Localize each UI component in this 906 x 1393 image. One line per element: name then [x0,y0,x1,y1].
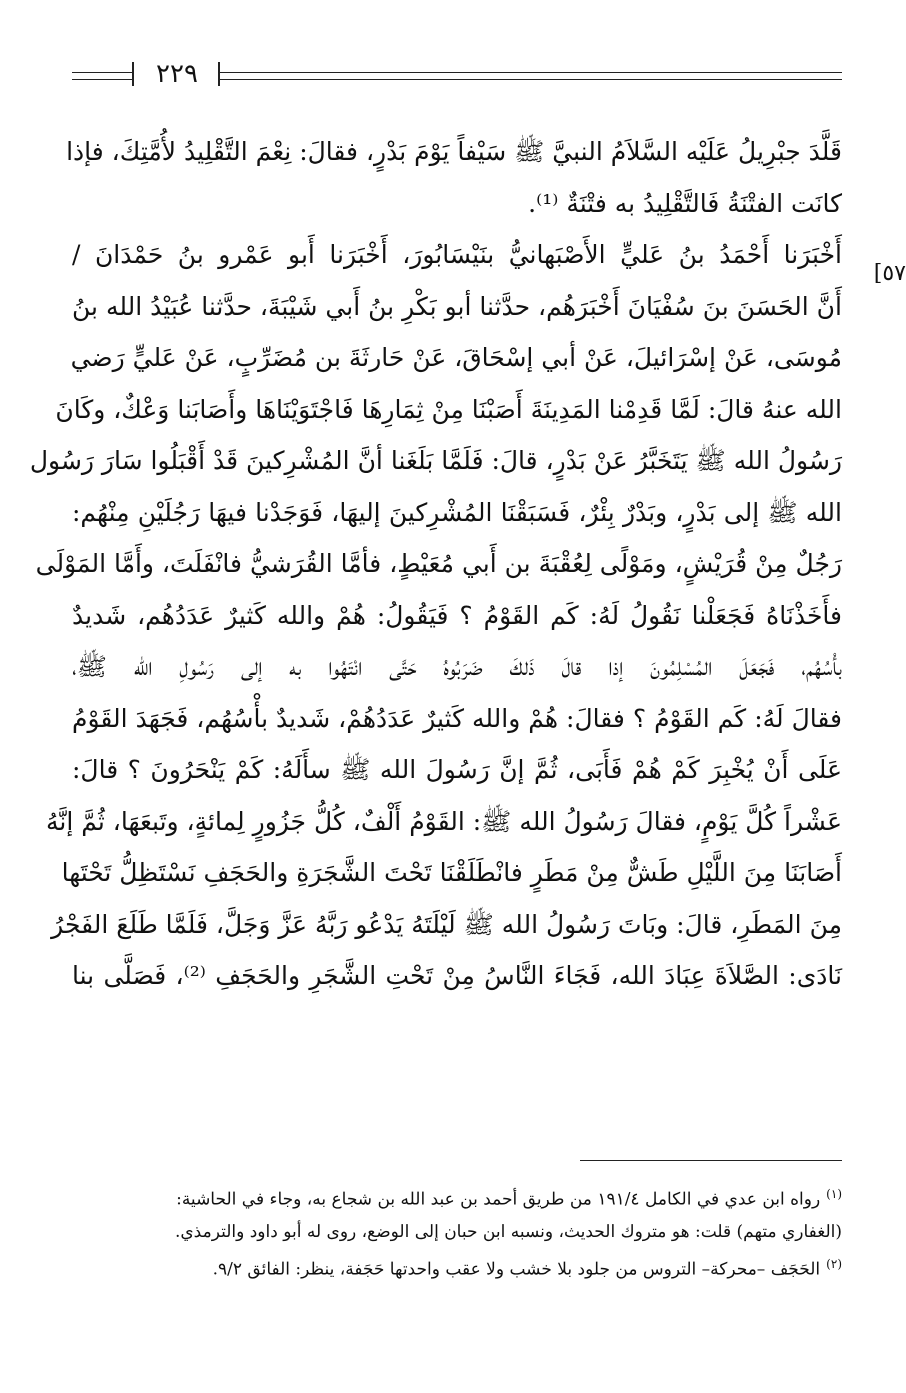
footnote-2-line [60,1248,842,1286]
text-line: أَنَّ الحَسَنَ بنَ سُفْيَانَ أَخْبَرَهُم، حدَّثنا أبو بَكْرِ بنُ أَبي شَيْبَةَ، حدَّثنا عُبَيْدُ الله بنُ [72,291,842,321]
text-line: الله ﷺ إلى بَدْرٍ، وبَدْرٌ بِئْرٌ، فَسَبَقْنَا المُشْرِكينَ إليهَا، فَوَجَدْنا فيهَا رَجُلَيْنِ مِنْهُم: [72,497,842,527]
header-rule-right [220,72,842,80]
paragraph-2 [29,229,842,1002]
margin-reference: ٥٧] [873,261,906,286]
footnote-separator [580,1160,842,1165]
text-line: بأْسُهُم، فَجَعَلَ المُسْلِمُونَ إذا قالَ ذَلكَ ضَرَبُوهُ حَتَّى انْتَهُوا به إلى رَسُولِ الله ﷺ، [72,652,842,681]
footnote-1-marker: (١) [826,1187,842,1201]
text-line: فقالَ لَهُ: كَم القَوْمُ ؟ فقالَ: هُمْ والله كَثيرٌ عَدَدُهُمْ، شَديدٌ بأْسُهُم، فَجَهَدَ القَوْمُ [72,703,842,733]
footnote-2-text: الحَجَف –محركة– التروس من جلود بلا خشب ولا عقب واحدتها حَجَفة، ينظر: الفائق ٩/٢. [212,1259,821,1280]
text-line: فأَخَذْنَاهُ فَجَعَلْنا نَقُولُ لَهُ: كَم القَوْمُ ؟ فَيَقُولُ: هُمْ والله كَثيرٌ عَدَدُهُم، شَديدٌ [72,600,842,630]
text-line: الله عنهُ قالَ: لَمَّا قَدِمْنا المَدِينَةَ أَصَبْنَا مِنْ ثِمَارِهَا فَاجْتَوَيْنَاهَا وأَصَابَنا وَعْكٌ، وكَانَ [55,394,842,424]
text-line: قَلَّدَ جبْرِيلُ عَلَيْه السَّلاَمُ النبيَّ ﷺ سَيْفاً يَوْمَ بَدْرٍ، فقالَ: نِعْمَ التَّقْلِيدُ لأُمَّتِكَ، فإذا [66,137,842,166]
page-number: ٢٢٩ [156,59,198,89]
footnotes [60,1178,842,1285]
text-line: مُوسَى، عَنْ إسْرَائيلَ، عَنْ أبي إسْحَاقَ، عَنْ حَارثَةَ بن مُضَرِّبٍ، عَنْ عَليٍّ رَضي [70,343,842,372]
footnote-2-marker: (٢) [826,1256,842,1271]
footnote-1-line [60,1178,842,1216]
text-line: كانَت الفتْنَةُ فَالتَّقْلِيدُ به فتْنَةٌ ⁽¹⁾. [528,188,842,218]
page-header [72,56,842,92]
text-line: رَجُلٌ مِنْ قُرَيْشٍ، ومَوْلًى لِعُقْبَةَ بن أَبي مُعَيْطٍ، فأمَّا القُرَشيُّ فانْفَلَتَ، وأَمَّا المَوْلَى [35,549,842,578]
header-rule-left [72,72,132,80]
footnote-1-text: رواه ابن عدي في الكامل ١٩١/٤ من طريق أحمد بن عبد الله بن شجاع به، وجاء في الحاشية: [176,1189,821,1210]
text-line: مِنَ المَطَرِ، قالَ: وبَاتَ رَسُولُ الله ﷺ لَيْلَتَهُ يَدْعُو رَبَّهُ عَزَّ وَجَلَّ، فَلَمَّا طَلَعَ الفَجْرُ [51,909,842,939]
text-line: رَسُولُ الله ﷺ يَتَخَبَّرُ عَنْ بَدْرٍ، قالَ: فَلَمَّا بَلَغَنا أنَّ المُشْرِكينَ قَدْ أَقْبَلُوا سَارَ رَسُول [29,446,842,475]
paragraph-1 [66,126,842,229]
footnote-1-continuation: (الغفاري متهم) قلت: هو متروك الحديث، ونسبه ابن حبان إلى الوضع، روى له أبو داود والترمذي. [174,1221,842,1242]
text-line: عَلَى أَنْ يُخْبِرَ كَمْ هُمْ فَأَبَى، ثُمَّ إنَّ رَسُولَ الله ﷺ سأَلَهُ: كَمْ يَنْحَرُونَ ؟ قالَ: [72,755,842,784]
text-line: أَصَابَنَا مِنَ اللَّيْلِ طَشٌّ مِنْ مَطَرٍ فانْطَلَقْنَا تَحْتَ الشَّجَرَةِ والحَجَفِ نَسْتَظِلُّ تَحْتَها [61,858,842,887]
text-line: نَادَى: الصَّلاَةَ عِبَادَ الله، فَجَاءَ النَّاسُ مِنْ تَحْتِ الشَّجَرِ والحَجَفِ ⁽²⁾، فَصَلَّى بنا [72,961,842,990]
text-line: أَخْبَرَنا أَحْمَدُ بنُ عَليٍّ الأَصْبَهانيُّ بنَيْسَابُورَ، أَخْبَرَنا أَبو عَمْرو بنُ حَمْدَانَ / [72,240,842,269]
header-divider-left [132,62,134,86]
main-text [29,126,842,1002]
text-line: عَشْراً كُلَّ يَوْمٍ، فقالَ رَسُولُ الله ﷺ: القَوْمُ أَلْفٌ، كُلُّ جَزُورٍ لِمائةٍ، وتَبعَهَا، ثُمَّ إنَّهُ [45,806,842,836]
